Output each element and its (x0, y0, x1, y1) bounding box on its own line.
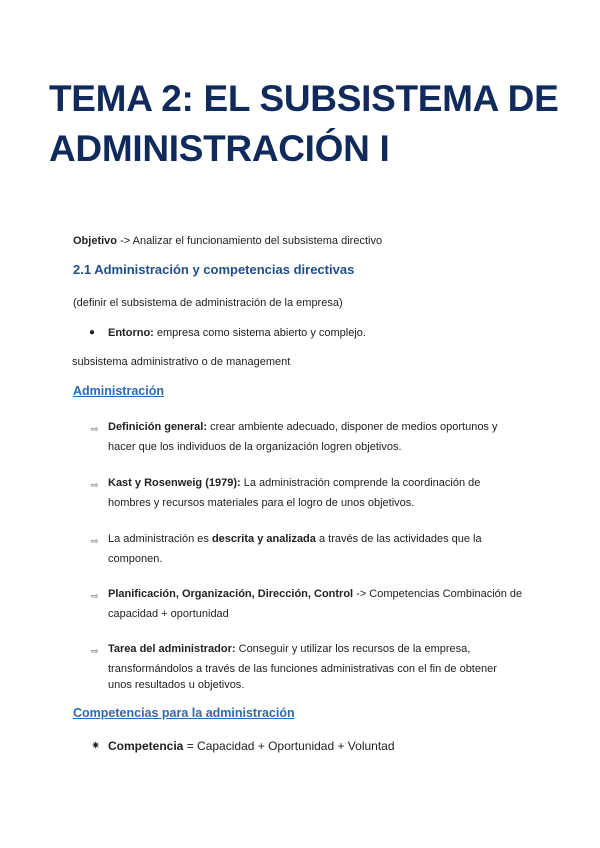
arrow-icon: ⇨ (91, 424, 99, 434)
arrow-icon: ⇨ (91, 480, 99, 490)
competencia-text: = Capacidad + Oportunidad + Voluntad (183, 739, 395, 753)
entorno-item (108, 325, 366, 341)
item-bold: Planificación, Organización, Dirección, Control (108, 588, 354, 600)
item-text: a través de las actividades que la (315, 533, 482, 545)
entorno-text: empresa como sistema abierto y complejo. (153, 327, 366, 339)
item-line-2: hombres y recursos materiales para el logro de unos objetivos. (108, 497, 415, 509)
objetivo-text: -> Analizar el funcionamiento del subsistema directivo (117, 235, 383, 247)
item-line-2: transformándolos a través de las funciones administrativas con el fin de obtener (108, 663, 497, 675)
item-bold: Definición general: (108, 421, 208, 433)
title-line-2: ADMINISTRACIÓN I (49, 128, 390, 169)
item-line-3: unos resultados u objetivos. (108, 679, 245, 691)
title-line-1: TEMA 2: EL SUBSISTEMA DE (49, 78, 559, 119)
admin-item-2 (108, 475, 528, 511)
bullet-dot-icon: ● (89, 327, 96, 338)
item-line-2: componen. (108, 553, 163, 565)
competencia-label: Competencia (108, 739, 184, 753)
item-line-2: hacer que los individuos de la organización logren objetivos. (108, 441, 402, 453)
competencia-item (108, 738, 395, 754)
item-pre: La administración es (108, 533, 212, 545)
item-bold: Tarea del administrador: (108, 643, 236, 655)
admin-item-3 (108, 531, 528, 567)
item-text: -> Competencias Combinación de (353, 588, 523, 600)
section-heading-2-1: 2.1 Administración y competencias directivas (73, 262, 355, 277)
star-bullet-icon: ✷ (91, 740, 101, 752)
item-bold: descrita y analizada (211, 533, 316, 545)
competencias-heading: Competencias para la administración (73, 706, 295, 720)
item-line-2: capacidad + oportunidad (108, 608, 229, 620)
item-text: Conseguir y utilizar los recursos de la empresa, (235, 643, 471, 655)
section-note: (definir el subsistema de administración de la empresa) (73, 297, 343, 309)
objetivo-label: Objetivo (73, 235, 118, 247)
item-text: La administración comprende la coordinación de (240, 477, 481, 489)
arrow-icon: ⇨ (91, 646, 99, 656)
page-title (49, 74, 589, 174)
administracion-heading: Administración (73, 384, 164, 398)
arrow-icon: ⇨ (91, 591, 99, 601)
item-text: crear ambiente adecuado, disponer de medios oportunos y (207, 421, 498, 433)
admin-item-5 (108, 641, 528, 693)
admin-item-4 (108, 586, 528, 622)
item-bold: Kast y Rosenweig (1979): (108, 477, 241, 489)
arrow-icon: ⇨ (91, 536, 99, 546)
subsistema-text: subsistema administrativo o de management (72, 356, 291, 368)
admin-item-1 (108, 419, 528, 455)
objetivo-line (73, 233, 382, 249)
entorno-label: Entorno: (108, 327, 154, 339)
